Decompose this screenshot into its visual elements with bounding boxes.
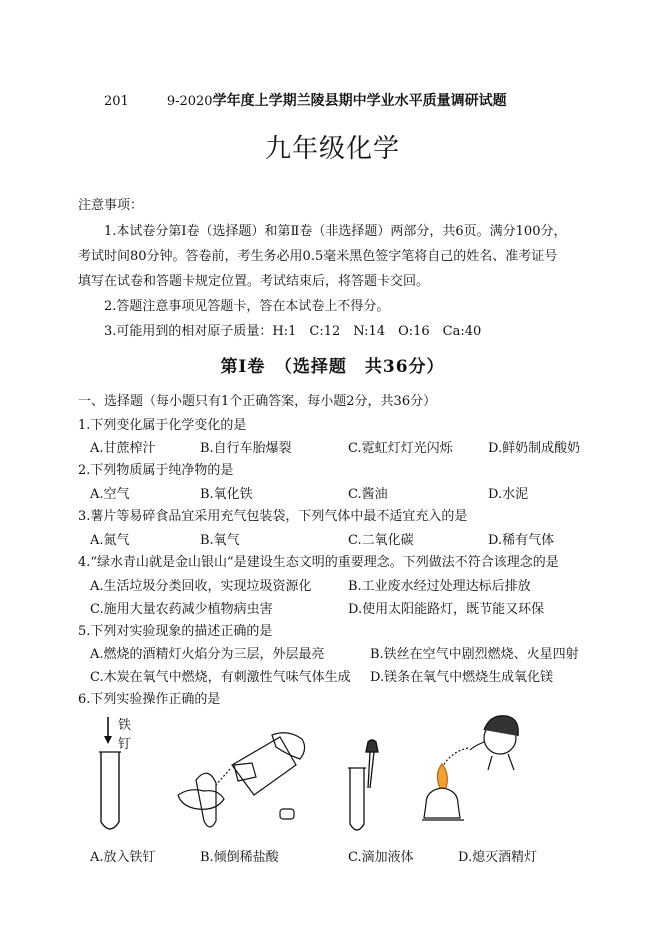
figure-d-extinguish-lamp: [420, 708, 540, 838]
question-4-stem: 4.“绿水青山就是金山银山”是建设生态文明的重要理念。下列做法不符合该理念的是: [78, 555, 559, 570]
year-part-1: 201: [104, 94, 129, 109]
exam-title-line: 学年度上学期兰陵县期中学业水平质量调研试题: [212, 93, 507, 109]
question-2-stem: 2.下列物质属于纯净物的是: [78, 463, 234, 478]
q6-option-b: B.倾倒稀盐酸: [200, 850, 279, 865]
note-1-line-2: 考试时间80分钟。答卷前，考生务必用0.5毫米黑色签字笔将自己的姓名、准考证号: [78, 249, 558, 264]
q2-option-d: D.水泥: [488, 487, 529, 502]
q1-option-b: B.自行车胎爆裂: [200, 441, 292, 456]
q4-option-a: A.生活垃圾分类回收，实现垃圾资源化: [90, 579, 312, 594]
q3-option-d: D.稀有气体: [488, 533, 555, 548]
q4-option-b: B.工业废水经过处理达标后排放: [348, 579, 531, 594]
q1-option-a: A.甘蔗榨汁: [90, 441, 156, 456]
note-2: 2.答题注意事项见答题卡，答在本试卷上不得分。: [104, 299, 390, 314]
note-1-line-3: 填写在试卷和答题卡规定位置。考试结束后，将答题卡交回。: [78, 274, 430, 289]
question-6-stem: 6.下列实验操作正确的是: [78, 692, 221, 707]
q3-option-c: C.二氧化碳: [348, 533, 414, 548]
notes-heading: 注意事项：: [78, 198, 144, 213]
q6-option-d: D.熄灭酒精灯: [458, 850, 538, 865]
section-title: 第Ⅰ卷 （选择题 共36分）: [220, 357, 445, 377]
q6-option-a: A.放入铁钉: [90, 850, 156, 865]
q4-option-c: C.施用大量农药减少植物病虫害: [90, 602, 273, 617]
year-part-2: 9-2020: [166, 94, 213, 109]
q3-option-a: A.氮气: [90, 533, 130, 548]
page-title: 九年级化学: [264, 134, 400, 164]
note-3: 3.可能用到的相对原子质量：H:1 C:12 N:14 O:16 Ca:40: [104, 324, 482, 339]
q2-option-a: A.空气: [90, 487, 130, 502]
q5-option-c: C.木炭在氧气中燃烧，有刺激性气味气体生成: [90, 670, 351, 685]
q6-option-c: C.滴加液体: [348, 850, 414, 865]
q3-option-b: B.氧气: [200, 533, 240, 548]
nail-label-2: 钉: [118, 737, 132, 752]
question-3-stem: 3.薯片等易碎食品宜采用充气包装袋，下列气体中最不适宜充入的是: [78, 509, 468, 524]
question-5-stem: 5.下列对实验现象的描述正确的是: [78, 624, 273, 639]
figure-b-pouring-acid: [168, 725, 318, 840]
q5-option-d: D.镁条在氧气中燃烧生成氧化镁: [370, 670, 554, 685]
nail-label-1: 铁: [118, 718, 132, 733]
note-1-line-1: 1.本试卷分第Ⅰ卷（选择题）和第Ⅱ卷（非选择题）两部分，共6页。满分100分，: [104, 224, 567, 239]
q5-option-b: B.铁丝在空气中剧烈燃烧、火星四射: [370, 647, 579, 662]
part-heading: 一、选择题（每小题只有1个正确答案，每小题2分，共36分）: [78, 394, 437, 409]
q2-option-c: C.酱油: [348, 487, 388, 502]
q1-option-d: D.鲜奶制成酸奶: [488, 441, 581, 456]
q1-option-c: C.霓虹灯灯光闪烁: [348, 441, 453, 456]
q2-option-b: B.氧化铁: [200, 487, 253, 502]
q5-option-a: A.燃烧的酒精灯火焰分为三层，外层最亮: [90, 647, 325, 662]
exam-header: [104, 90, 507, 110]
figure-c-dropper: [340, 738, 390, 838]
q4-option-d: D.使用太阳能路灯，既节能又环保: [348, 602, 545, 617]
question-1-stem: 1.下列变化属于化学变化的是: [78, 418, 247, 433]
